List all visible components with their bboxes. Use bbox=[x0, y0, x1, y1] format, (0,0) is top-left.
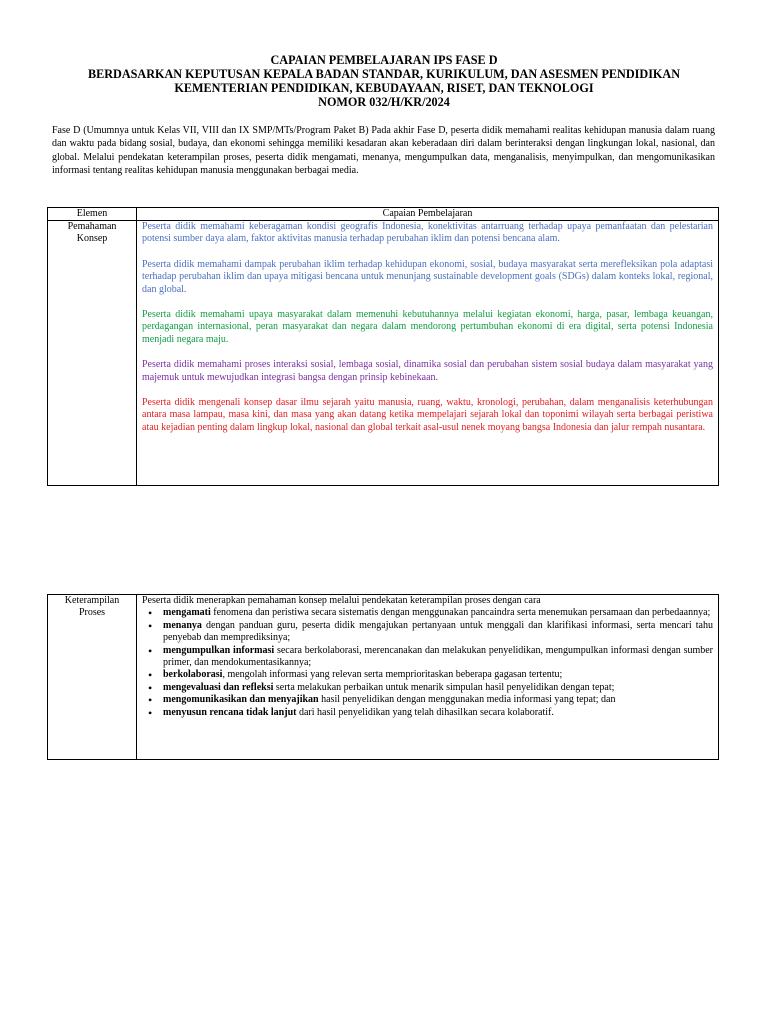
keterampilan-intro: Peserta didik menerapkan pemahaman konsep melalui pendekatan keterampilan proses dengan cara bbox=[142, 595, 541, 606]
item-keyword: mengomunikasikan dan menyajikan bbox=[163, 694, 319, 706]
item-text: hasil penyelidikan dengan menggunakan media informasi yang tepat; dan bbox=[318, 694, 616, 706]
list-item bbox=[163, 694, 713, 706]
item-text: dengan panduan guru, peserta didik mengajukan pertanyaan untuk menggali dan klarifikasi informasi, serta mencari tahu penyebab dan memprediksinya; bbox=[163, 619, 713, 644]
table-row bbox=[48, 595, 719, 760]
list-item bbox=[163, 707, 713, 719]
document-title-block bbox=[40, 53, 728, 109]
element-cell: Keterampilan Proses bbox=[48, 595, 137, 760]
table-header-row bbox=[48, 208, 719, 221]
capaian-cell bbox=[137, 221, 719, 486]
header-elemen: Elemen bbox=[48, 208, 137, 221]
item-text: dari hasil penyelidikan yang telah dihasilkan secara kolaboratif. bbox=[296, 706, 554, 718]
title-line-4: NOMOR 032/H/KR/2024 bbox=[318, 95, 450, 109]
item-keyword: mengevaluasi dan refleksi bbox=[163, 681, 274, 693]
item-text: , mengolah informasi yang relevan serta memprioritaskan beberapa gagasan tertentu; bbox=[222, 669, 563, 681]
title-line-1: CAPAIAN PEMBELAJARAN IPS FASE D bbox=[270, 53, 498, 67]
table-row bbox=[48, 221, 719, 486]
keterampilan-cell bbox=[137, 595, 719, 760]
title-line-2: BERDASARKAN KEPUTUSAN KEPALA BADAN STANDAR, KURIKULUM, DAN ASESMEN PENDIDIKAN bbox=[87, 67, 681, 81]
cp-paragraph-sosial: Peserta didik memahami proses interaksi sosial, lembaga sosial, dinamika sosial dan perubahan sistem sosial budaya dalam masyarakat yang majemuk untuk mewujudkan integrasi bangsa dengan prinsip kebinekaan. bbox=[142, 359, 713, 383]
item-keyword: berkolaborasi bbox=[163, 669, 223, 681]
keterampilan-list bbox=[142, 607, 713, 719]
capaian-table-pemahaman bbox=[47, 207, 719, 486]
cp-paragraph-iklim: Peserta didik memahami dampak perubahan iklim terhadap kehidupan ekonomi, sosial, budaya masyarakat serta merefleksikan pola adaptasi terhadap perubahan iklim dan upaya mitigasi bencana untuk menunjang sustainable development goals (SDGs) dalam konteks lokal, regional, dan global. bbox=[142, 258, 713, 295]
capaian-table-keterampilan bbox=[47, 594, 719, 760]
item-text: serta melakukan perbaikan untuk menarik simpulan hasil penyelidikan dengan tepat; bbox=[273, 681, 615, 693]
item-keyword: mengumpulkan informasi bbox=[163, 644, 275, 656]
item-keyword: menyusun rencana tidak lanjut bbox=[163, 706, 297, 718]
list-item bbox=[163, 682, 713, 694]
item-keyword: menanya bbox=[163, 619, 202, 631]
list-item bbox=[163, 607, 713, 619]
list-item bbox=[163, 669, 713, 681]
cp-paragraph-geografi: Peserta didik memahami keberagaman kondisi geografis Indonesia, konektivitas antarruang terhadap upaya pemanfaatan dan pelestarian potensi sumber daya alam, faktor aktivitas manusia terhadap perubahan iklim dan potensi bencana alam. bbox=[142, 221, 713, 245]
item-keyword: mengamati bbox=[163, 607, 211, 619]
list-item bbox=[163, 645, 713, 670]
item-text: fenomena dan peristiwa secara sistematis dengan menggunakan pancaindra serta menemukan persamaan dan perbedaannya; bbox=[210, 607, 711, 619]
cp-paragraph-sejarah: Peserta didik mengenali konsep dasar ilmu sejarah yaitu manusia, ruang, waktu, kronologi, perubahan, dalam menganalisis keterhubungan antara masa lampau, masa kini, dan masa yang akan datang ketika mempelajari sejarah lokal dan toponimi wilayah serta berbagai peristiwa atau kejadian penting dalam lingkup lokal, nasional dan global terkait asal-usul nenek moyang bangsa Indonesia dan jalur rempah nusantara. bbox=[142, 397, 713, 433]
item-text: secara berkolaborasi, merencanakan dan melakukan penyelidikan, mengumpulkan informasi dengan sumber primer, dan mendokumentasikannya; bbox=[163, 644, 714, 669]
cp-paragraph-ekonomi: Peserta didik memahami upaya masyarakat dalam memenuhi kebutuhannya melalui kegiatan ekonomi, harga, pasar, lembaga keuangan, perdagangan internasional, peran masyarakat dan negara dalam mendorong pertumbuhan ekonomi di era digital, serta potensi Indonesia menjadi negara maju. bbox=[142, 309, 713, 345]
list-item bbox=[163, 620, 713, 645]
title-line-3: KEMENTERIAN PENDIDIKAN, KEBUDAYAAN, RISET, DAN TEKNOLOGI bbox=[174, 81, 594, 95]
header-capaian: Capaian Pembelajaran bbox=[137, 208, 719, 221]
intro-paragraph: Fase D (Umumnya untuk Kelas VII, VIII dan IX SMP/MTs/Program Paket B) Pada akhir Fase D, peserta didik memahami realitas kehidupan manusia dalam ruang dan waktu pada bidang sosial, budaya, dan ekonomi sehingga memiliki kesadaran akan keberadaan diri dalam berinteraksi dengan lingkungan lokal, nasional, dan global. Melalui pendekatan keterampilan proses, peserta didik mengamati, menanya, mengumpulkan data, menganalisis, menyimpulkan, dan mengomunikasikan informasi tentang realitas kehidupan manusia menggunakan berbagai media. bbox=[52, 125, 715, 177]
element-cell: Pemahaman Konsep bbox=[48, 221, 137, 486]
